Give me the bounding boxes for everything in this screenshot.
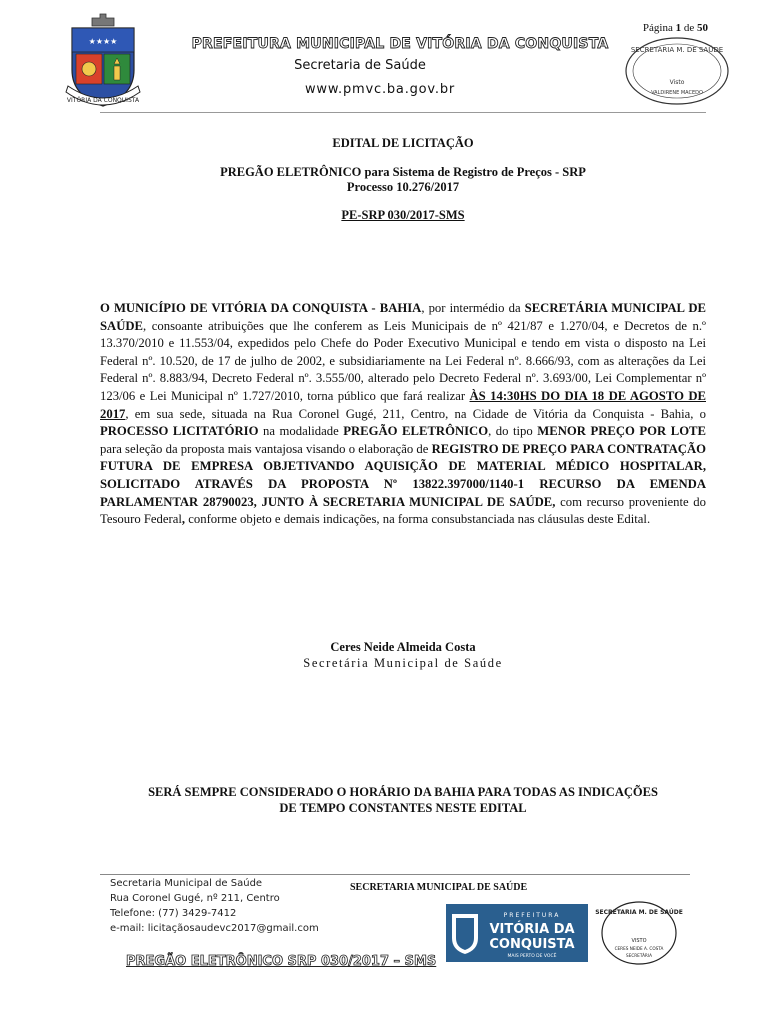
svg-text:PREFEITURA: PREFEITURA [503, 912, 561, 919]
svg-text:★★★★: ★★★★ [88, 37, 118, 46]
secretary-stamp [595, 900, 683, 966]
svg-text:CONQUISTA: CONQUISTA [489, 937, 575, 952]
municipal-crest-logo [62, 14, 144, 118]
edital-body-paragraph: O MUNICÍPIO DE VITÓRIA DA CONQUISTA - BAHIA, por intermédio da SECRETÁRIA MUNICIPAL DE SAÚDE, consoante atribuições que lhe conferem as Leis Municipais de nº 421/87 e 1.270/04, e Decretos de n.º 13.370/2010 e 11.553/04, expedidos pelo Chefe do Poder Executivo Municipal e tendo em vista o disposto na Lei Federal nº. 10.520, de 17 de julho de 2002, e subsidiariamente na Lei Federal nº. 8.666/93, com as alterações da Lei Federal nº. 8.883/94, Decreto Federal nº. 3.555/00, alterado pelo Decreto Federal nº. 3.693/00, Lei Complementar nº 123/06 e Lei Municipal nº 1.727/2010, torna público que fará realizar ÀS 14:30HS DO DIA 18 DE AGOSTO DE 2017, em sua sede, situada na Rua Coronel Gugé, 211, Centro, na Cidade de Vitória da Conquista - Bahia, o PROCESSO LICITATÓRIO na modalidade PREGÃO ELETRÔNICO, do tipo MENOR PREÇO POR LOTE para seleção da proposta mais vantajosa visando o elaboração de REGISTRO DE PREÇO PARA CONTRATAÇÃO FUTURA DE EMPRESA OBJETIVANDO AQUISIÇÃO DE MATERIAL MÉDICO HOSPITALAR, SOLICITADO ATRAVÉS DA PROPOSTA Nº 13822.397000/1140-1 RECURSO DA EMENDA PARLAMENTAR 28790023, JUNTO À SECRETARIA MUNICIPAL DE SAÚDE, com recurso proveniente do Tesouro Federal, conforme objeto e demais indicações, na forma consubstanciada nas cláusulas deste Edital. [100, 301, 706, 527]
svg-text:VALDIRENE MACEDO: VALDIRENE MACEDO [651, 90, 703, 96]
edital-code: PE-SRP 030/2017-SMS [341, 208, 465, 222]
edital-process: Processo 10.276/2017 [346, 180, 460, 194]
svg-text:MAIS PERTO DE VOCÊ: MAIS PERTO DE VOCÊ [507, 954, 557, 959]
svg-text:SECRETARIA M. DE SAÚDE: SECRETARIA M. DE SAÚDE [630, 46, 724, 54]
footer-divider [100, 874, 690, 875]
timezone-notice: SERÁ SEMPRE CONSIDERADO O HORÁRIO DA BAHIA PARA TODAS AS INDICAÇÕES DE TEMPO CONSTANTES NESTE EDITAL [148, 785, 658, 815]
signatory-name: Ceres Neide Almeida Costa [330, 640, 476, 654]
header-divider [100, 112, 706, 113]
svg-text:VISTO: VISTO [631, 938, 647, 944]
svg-text:Visto: Visto [669, 79, 685, 86]
edital-modality: PREGÃO ELETRÔNICO para Sistema de Registro de Preços - SRP [220, 165, 586, 179]
signatory-role: Secretária Municipal de Saúde [303, 656, 503, 670]
footer-address: Secretaria Municipal de Saúde Rua Coronel Gugé, nº 211, Centro Telefone: (77) 3429-7412 e-mail: licitaçãosaudevc2017@gmail.com [110, 878, 319, 934]
municipality-title: PREFEITURA MUNICIPAL DE VITÓRIA DA CONQUISTA [191, 36, 609, 52]
website-url: www.pmvc.ba.gov.br [304, 82, 456, 97]
approval-stamp [624, 36, 730, 106]
svg-text:VITÓRIA DA: VITÓRIA DA [489, 922, 575, 937]
page-number: Página 1 de 50 [642, 22, 708, 34]
svg-text:CERES NEIDE A. COSTA: CERES NEIDE A. COSTA [614, 946, 664, 951]
svg-text:SECRETÁRIA: SECRETÁRIA [626, 953, 652, 958]
svg-text:SECRETARIA M. DE SAÚDE: SECRETARIA M. DE SAÚDE [595, 909, 683, 916]
svg-text:VITÓRIA DA CONQUISTA: VITÓRIA DA CONQUISTA [66, 97, 140, 104]
footer-department: SECRETARIA MUNICIPAL DE SAÚDE [350, 882, 528, 893]
prefeitura-logo [446, 904, 588, 962]
footer-document-title: PREGÃO ELETRÔNICO SRP 030/2017 – SMS [126, 954, 437, 969]
department-subtitle: Secretaria de Saúde [294, 58, 426, 73]
edital-heading: EDITAL DE LICITAÇÃO [332, 136, 474, 150]
